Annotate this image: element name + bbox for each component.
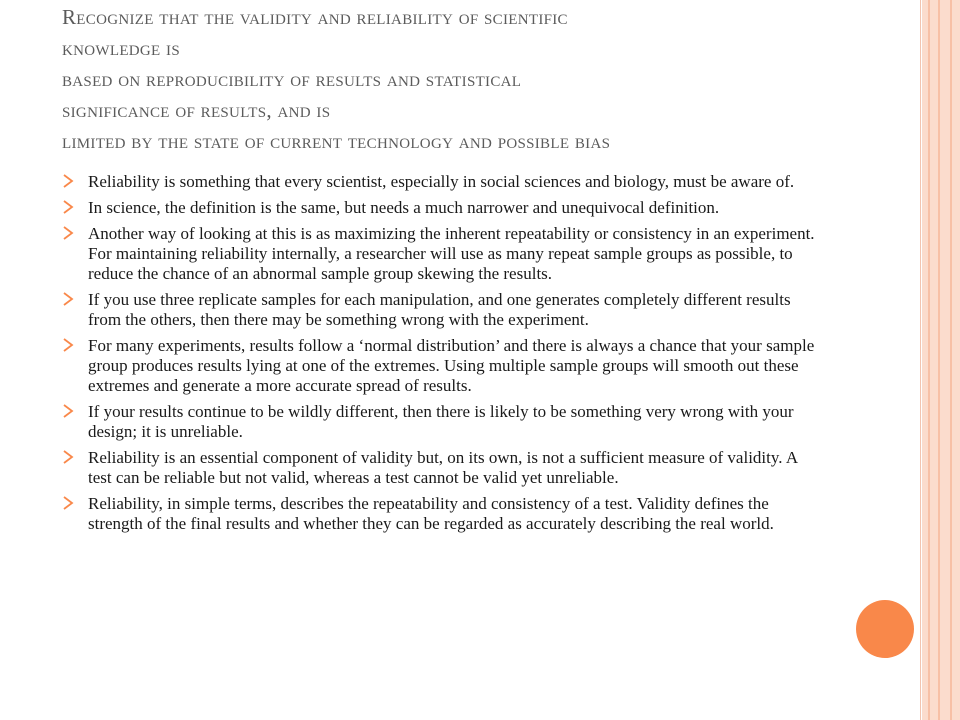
bullet-text: Reliability is an essential component of validity but, on its own, is not a sufficient measure of validity. A test can be reliable but not valid, whereas a test cannot be valid yet unreliable.: [88, 448, 798, 487]
title-line: Recognize that the validity and reliability of scientific: [62, 5, 568, 29]
list-item: [62, 402, 822, 442]
bullet-text: Reliability, in simple terms, describes the repeatability and consistency of a test. Validity defines the strength of the final results and whether they can be regarded as accurately describing the real world.: [88, 494, 774, 533]
bullet-arrow-icon: [62, 200, 74, 214]
bullet-arrow-icon: [62, 292, 74, 306]
bullet-text: Another way of looking at this is as maximizing the inherent repeatability or consistency in an experiment. For maintaining reliability internally, a researcher will use as many repeat sample groups as possible, to reduce the chance of an abnormal sample group skewing the results.: [88, 224, 815, 283]
bullet-arrow-icon: [62, 174, 74, 188]
bullet-text: In science, the definition is the same, but needs a much narrower and unequivocal definition.: [88, 198, 720, 217]
title-line: limited by the state of current technology and possible bias: [62, 129, 611, 153]
bullet-text: If you use three replicate samples for each manipulation, and one generates completely different results from the others, then there may be something wrong with the experiment.: [88, 290, 791, 329]
slide-title: [62, 2, 842, 157]
bullet-text: For many experiments, results follow a ‘normal distribution’ and there is always a chance that your sample group produces results lying at one of the extremes. Using multiple sample groups will smooth out these extremes and generate a more accurate spread of results.: [88, 336, 815, 395]
stripe-line: [928, 0, 930, 720]
bullet-arrow-icon: [62, 496, 74, 510]
decorative-side-stripes: [922, 0, 960, 720]
title-line: knowledge is: [62, 36, 180, 60]
list-item: [62, 494, 822, 534]
bullet-arrow-icon: [62, 404, 74, 418]
list-item: [62, 224, 822, 284]
bullet-list: [62, 172, 822, 540]
stripe-line: [950, 0, 952, 720]
list-item: [62, 198, 822, 218]
stripe-line: [938, 0, 940, 720]
bullet-text: If your results continue to be wildly different, then there is likely to be something very wrong with your design; it is unreliable.: [88, 402, 794, 441]
list-item: [62, 336, 822, 396]
list-item: [62, 172, 822, 192]
bullet-arrow-icon: [62, 226, 74, 240]
title-line: based on reproducibility of results and statistical: [62, 67, 522, 91]
bullet-text: Reliability is something that every scientist, especially in social sciences and biology, must be aware of.: [88, 172, 795, 191]
decorative-orange-circle: [856, 600, 914, 658]
list-item: [62, 290, 822, 330]
bullet-arrow-icon: [62, 450, 74, 464]
title-line: significance of results, and is: [62, 98, 331, 122]
bullet-arrow-icon: [62, 338, 74, 352]
list-item: [62, 448, 822, 488]
